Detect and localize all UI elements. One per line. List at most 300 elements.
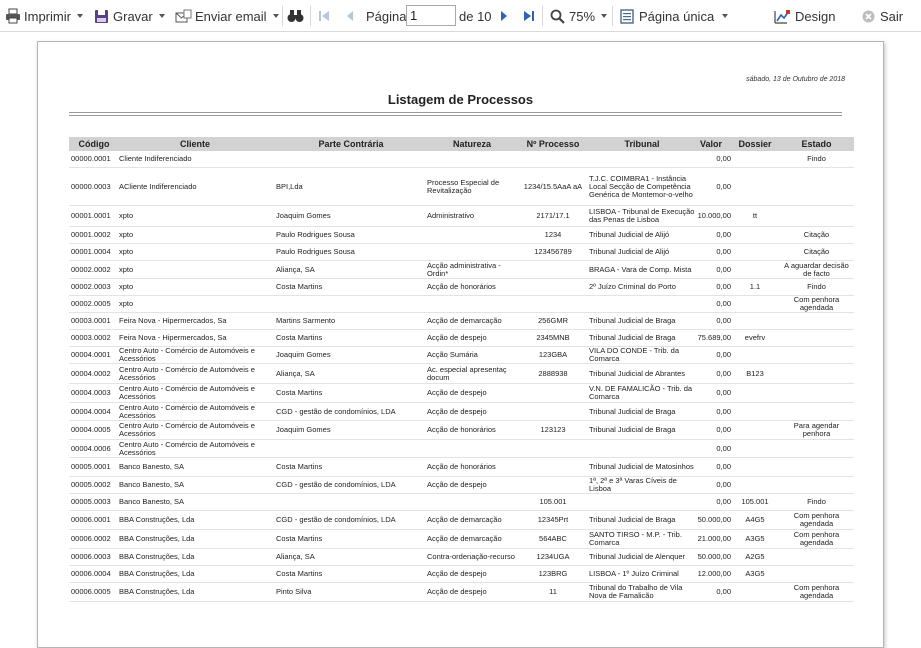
cell-valor: 0,00 bbox=[716, 587, 731, 596]
table-row bbox=[69, 477, 854, 494]
cell-natureza bbox=[427, 227, 517, 243]
cell-cliente: xpto bbox=[119, 211, 134, 220]
cell-processo bbox=[521, 458, 585, 476]
column-header: Nº Processo bbox=[526, 139, 580, 149]
cell-processo: 123123 bbox=[540, 425, 566, 434]
cell-tribunal: Tribunal Judicial de Braga bbox=[589, 515, 676, 524]
cell-tribunal: V.N. DE FAMALICÃO - Trib. da Comarca bbox=[589, 384, 693, 401]
cell-parte-contraria bbox=[276, 151, 426, 167]
table-row bbox=[69, 403, 854, 421]
cell-valor: 0,00 bbox=[716, 181, 731, 191]
cell-dossier bbox=[733, 296, 777, 312]
table-row bbox=[69, 313, 854, 330]
page-total: de 10 bbox=[459, 8, 492, 24]
title-rule bbox=[69, 115, 842, 116]
column-header: Parte Contrária bbox=[318, 139, 384, 149]
cell-parte-contraria: Pinto Silva bbox=[276, 587, 312, 596]
cell-dossier bbox=[733, 384, 777, 402]
cell-tribunal: T.J.C. COIMBRA1 - Instância Local Secção de Competência Genérica de Montemor-o-velho bbox=[589, 173, 693, 199]
envelope-icon bbox=[175, 9, 192, 24]
chevron-down-icon bbox=[601, 14, 607, 18]
cell-tribunal: Tribunal Judicial de Braga bbox=[589, 425, 676, 434]
view-mode-dropdown[interactable] bbox=[620, 0, 728, 32]
binoculars-icon bbox=[287, 9, 304, 23]
table-row bbox=[69, 530, 854, 549]
cell-natureza: Acção de despejo bbox=[427, 388, 487, 397]
view-mode-label: Página única bbox=[639, 8, 715, 24]
cell-tribunal: Tribunal Judicial de Alijó bbox=[589, 247, 670, 256]
cell-natureza: Acção de honorários bbox=[427, 425, 496, 434]
cell-parte-contraria: Aliança, SA bbox=[276, 264, 315, 274]
cell-tribunal: Tribunal Judicial de Braga bbox=[589, 333, 676, 342]
cell-parte-contraria bbox=[276, 494, 426, 510]
cell-dossier bbox=[733, 261, 777, 278]
cell-estado bbox=[779, 206, 854, 226]
cell-cliente: BBA Construções, Lda bbox=[119, 534, 195, 543]
cell-estado: Citação bbox=[803, 230, 830, 239]
column-header: Natureza bbox=[452, 139, 491, 149]
design-label: Design bbox=[795, 8, 836, 24]
cell-codigo: 00004.0004 bbox=[71, 406, 111, 416]
report-viewer[interactable] bbox=[0, 32, 921, 633]
cell-cliente: xpto bbox=[119, 282, 134, 291]
cell-tribunal: Tribunal Judicial de Braga bbox=[589, 406, 676, 416]
cell-natureza bbox=[427, 244, 517, 260]
cell-codigo: 00002.0002 bbox=[71, 264, 111, 274]
column-header: Valor bbox=[699, 139, 722, 149]
send-email-button[interactable] bbox=[175, 0, 279, 32]
cell-processo bbox=[521, 261, 585, 278]
cell-processo bbox=[521, 296, 585, 312]
table-row bbox=[69, 151, 854, 168]
zoom-dropdown[interactable] bbox=[550, 0, 607, 32]
table-row bbox=[69, 440, 854, 458]
cell-parte-contraria: Martins Sarmento bbox=[276, 316, 336, 325]
cell-valor: 50.000,00 bbox=[697, 552, 731, 561]
cell-dossier: A3G5 bbox=[745, 534, 765, 543]
table-row bbox=[69, 296, 854, 313]
cell-valor: 0,00 bbox=[716, 388, 731, 397]
toolbar-divider bbox=[542, 6, 543, 26]
cell-natureza: Ac. especial apresentaç docum bbox=[427, 364, 507, 382]
cell-natureza bbox=[427, 296, 517, 312]
chevron-down-icon bbox=[77, 14, 83, 18]
cell-codigo: 00004.0001 bbox=[71, 350, 111, 359]
cell-estado bbox=[779, 566, 854, 582]
table-header bbox=[69, 137, 854, 151]
cell-cliente: ACliente Indiferenciado bbox=[119, 181, 197, 191]
cell-estado bbox=[779, 168, 854, 205]
cell-codigo: 00006.0001 bbox=[71, 515, 111, 524]
cell-valor: 0,00 bbox=[716, 425, 731, 434]
cell-valor: 0,00 bbox=[716, 230, 731, 239]
cell-estado: Findo bbox=[807, 154, 826, 163]
cell-tribunal: LISBOA - 1º Juízo Criminal bbox=[589, 569, 679, 578]
table-row bbox=[69, 511, 854, 530]
table-row bbox=[69, 549, 854, 566]
cell-estado bbox=[779, 549, 854, 565]
cell-cliente: xpto bbox=[119, 299, 134, 308]
cell-processo bbox=[521, 151, 585, 167]
cell-valor: 0,00 bbox=[716, 443, 731, 453]
cell-codigo: 00005.0001 bbox=[71, 462, 111, 471]
cell-estado: Com penhora agendada bbox=[793, 296, 840, 312]
design-button[interactable] bbox=[774, 0, 835, 32]
cell-processo: 256GMR bbox=[537, 316, 568, 325]
cell-natureza: Administrativo bbox=[427, 211, 475, 220]
cell-parte-contraria: Joaquim Gomes bbox=[276, 211, 331, 220]
cell-cliente: Centro Auto - Comércio de Automóveis e Acessórios bbox=[119, 440, 255, 457]
cell-valor: 0,00 bbox=[716, 247, 731, 256]
cell-parte-contraria: Costa Martins bbox=[276, 569, 323, 578]
cell-estado bbox=[779, 403, 854, 420]
cell-codigo: 00006.0003 bbox=[71, 552, 111, 561]
cell-codigo: 00001.0004 bbox=[71, 247, 111, 256]
cell-processo bbox=[521, 279, 585, 295]
cell-parte-contraria: Costa Martins bbox=[276, 333, 323, 342]
cell-estado: Com penhora agendada bbox=[793, 511, 840, 528]
cell-natureza: Acção de demarcação bbox=[427, 316, 502, 325]
cell-dossier bbox=[733, 458, 777, 476]
cell-tribunal: Tribunal Judicial de Braga bbox=[589, 316, 676, 325]
cell-parte-contraria: Paulo Rodrigues Sousa bbox=[276, 230, 355, 239]
cell-dossier bbox=[733, 421, 777, 439]
cell-tribunal: 1ª, 2ª e 3ª Varas Cíveis de Lisboa bbox=[589, 477, 677, 493]
cell-processo: 123BRG bbox=[538, 569, 568, 578]
exit-label: Sair bbox=[880, 8, 904, 24]
cell-parte-contraria: Joaquim Gomes bbox=[276, 350, 331, 359]
magnifier-icon bbox=[550, 9, 565, 24]
cell-cliente: BBA Construções, Lda bbox=[119, 515, 195, 524]
cell-processo: 1234/15.5AaA aA bbox=[523, 181, 583, 191]
cell-codigo: 00005.0002 bbox=[71, 480, 111, 489]
cell-natureza: Acção administrativa - Ordin* bbox=[427, 261, 501, 278]
cell-parte-contraria bbox=[276, 296, 426, 312]
chevron-down-icon bbox=[273, 14, 279, 18]
chevron-down-icon bbox=[159, 14, 165, 18]
cell-dossier: A2G5 bbox=[745, 552, 765, 561]
cell-processo: 2171/17.1 bbox=[536, 211, 570, 220]
cell-natureza bbox=[427, 494, 517, 510]
toolbar-divider bbox=[612, 6, 613, 26]
cell-estado: Para agendar penhora bbox=[793, 421, 840, 438]
cell-processo: 11 bbox=[549, 587, 557, 596]
cell-parte-contraria: CGD - gestão de condomínios, LDA bbox=[276, 480, 396, 489]
zoom-value: 75% bbox=[569, 8, 596, 24]
cell-codigo: 00006.0002 bbox=[71, 534, 111, 543]
cell-estado: Citação bbox=[803, 247, 830, 256]
column-header: Tribunal bbox=[624, 139, 660, 149]
cell-tribunal bbox=[589, 296, 695, 312]
cell-valor: 0,00 bbox=[716, 350, 731, 359]
cell-natureza: Acção de despejo bbox=[427, 587, 487, 596]
cell-dossier: evefrv bbox=[744, 333, 766, 342]
cell-cliente: Centro Auto - Comércio de Automóveis e Acessórios bbox=[119, 384, 255, 401]
cell-processo: 564ABC bbox=[539, 534, 567, 543]
cell-dossier bbox=[733, 347, 777, 363]
cell-tribunal bbox=[589, 151, 695, 167]
cell-dossier: B123 bbox=[746, 368, 764, 378]
cell-codigo: 00005.0003 bbox=[71, 497, 111, 506]
cell-processo: 1234UGA bbox=[536, 552, 570, 561]
table-row bbox=[69, 458, 854, 477]
cell-natureza: Acção de honorários bbox=[427, 282, 496, 291]
cell-natureza: Acção de demarcação bbox=[427, 534, 502, 543]
cell-parte-contraria: Aliança, SA bbox=[276, 552, 315, 561]
cell-parte-contraria bbox=[276, 440, 426, 457]
design-icon bbox=[774, 9, 791, 24]
table-row bbox=[69, 566, 854, 583]
cell-valor: 0,00 bbox=[716, 282, 731, 291]
cell-parte-contraria: Costa Martins bbox=[276, 462, 323, 471]
cell-natureza: Acção de despejo bbox=[427, 480, 487, 489]
cell-cliente: xpto bbox=[119, 264, 134, 274]
cell-processo bbox=[521, 440, 585, 457]
table-row bbox=[69, 330, 854, 347]
save-button[interactable] bbox=[94, 0, 165, 32]
cell-cliente: Feira Nova - Hipermercados, Sa bbox=[119, 333, 227, 342]
cell-codigo: 00001.0002 bbox=[71, 230, 111, 239]
cell-dossier bbox=[733, 583, 777, 601]
cell-processo: 12345Prt bbox=[537, 515, 569, 524]
cell-natureza bbox=[427, 151, 517, 167]
cell-natureza: Acção de despejo bbox=[427, 569, 487, 578]
table-row bbox=[69, 384, 854, 403]
cell-natureza: Acção de honorários bbox=[427, 462, 496, 471]
cell-cliente: Centro Auto - Comércio de Automóveis e Acessórios bbox=[119, 403, 255, 420]
cell-cliente: Banco Banesto, SA bbox=[119, 462, 185, 471]
cell-tribunal bbox=[589, 440, 695, 457]
cell-dossier bbox=[733, 151, 777, 167]
cell-tribunal: Tribunal Judicial de Alijó bbox=[589, 230, 670, 239]
cell-dossier bbox=[733, 168, 777, 205]
cell-valor: 0,00 bbox=[716, 480, 731, 489]
cell-dossier: A3G5 bbox=[745, 569, 765, 578]
cell-parte-contraria: BPI,Lda bbox=[276, 181, 303, 191]
cell-valor: 12.000,00 bbox=[697, 569, 731, 578]
cell-tribunal: BRAGA - Vara de Comp. Mista bbox=[589, 264, 692, 274]
toolbar-divider bbox=[310, 6, 311, 26]
previous-page-icon bbox=[345, 10, 355, 22]
title-rule bbox=[69, 112, 842, 113]
cell-cliente: Centro Auto - Comércio de Automóveis e Acessórios bbox=[119, 421, 255, 438]
single-page-icon bbox=[620, 9, 634, 24]
cell-tribunal: VILA DO CONDE - Trib. da Comarca bbox=[589, 347, 680, 363]
cell-tribunal: LISBOA - Tribunal de Execução das Penas de Lisboa bbox=[589, 207, 695, 224]
cell-cliente: Feira Nova - Hipermercados, Sa bbox=[119, 316, 227, 325]
cell-valor: 0,00 bbox=[716, 264, 731, 274]
previous-page-button[interactable] bbox=[345, 0, 355, 32]
table-row bbox=[69, 347, 854, 364]
cell-dossier: A4G5 bbox=[745, 515, 765, 524]
cell-cliente: BBA Construções, Lda bbox=[119, 587, 195, 596]
page-number-input[interactable] bbox=[406, 5, 456, 26]
cell-valor: 21.000,00 bbox=[697, 534, 731, 543]
cell-processo: 105.001 bbox=[539, 497, 567, 506]
cell-codigo: 00003.0002 bbox=[71, 333, 111, 342]
next-page-icon bbox=[499, 10, 509, 22]
cell-parte-contraria: Paulo Rodrigues Sousa bbox=[276, 247, 355, 256]
cell-tribunal: Tribunal do Trabalho de Vila Nova de Famalicão bbox=[589, 583, 683, 600]
column-header: Dossier bbox=[738, 139, 772, 149]
cell-dossier bbox=[733, 313, 777, 329]
cell-codigo: 00000.0003 bbox=[71, 181, 111, 191]
last-page-button[interactable] bbox=[523, 0, 535, 32]
cell-estado bbox=[779, 384, 854, 402]
close-circle-icon bbox=[862, 10, 875, 23]
cell-estado bbox=[779, 477, 854, 493]
cell-codigo: 00003.0001 bbox=[71, 316, 111, 325]
table-row bbox=[69, 168, 854, 206]
table-row bbox=[69, 244, 854, 261]
cell-processo bbox=[521, 403, 585, 420]
cell-estado: Com penhora agendada bbox=[793, 530, 840, 547]
exit-button[interactable] bbox=[862, 0, 903, 32]
cell-dossier: tt bbox=[752, 211, 758, 220]
cell-codigo: 00004.0002 bbox=[71, 368, 111, 378]
cell-codigo: 00004.0003 bbox=[71, 388, 111, 397]
cell-natureza: Acção de despejo bbox=[427, 333, 487, 342]
cell-codigo: 00006.0005 bbox=[71, 587, 111, 596]
cell-estado: Findo bbox=[807, 497, 826, 506]
cell-cliente: xpto bbox=[119, 230, 134, 239]
cell-cliente: xpto bbox=[119, 247, 134, 256]
report-title: Listagem de Processos bbox=[387, 92, 534, 107]
report-page bbox=[37, 41, 884, 648]
cell-tribunal bbox=[589, 494, 695, 510]
cell-valor: 0,00 bbox=[716, 406, 731, 416]
cell-natureza: Contra-ordenação-recurso bbox=[427, 552, 515, 561]
cell-dossier: 1.1 bbox=[749, 282, 761, 291]
cell-valor: 0,00 bbox=[716, 462, 731, 471]
cell-cliente: BBA Construções, Lda bbox=[119, 569, 195, 578]
cell-estado: Com penhora agendada bbox=[793, 583, 840, 600]
cell-dossier bbox=[733, 440, 777, 457]
cell-tribunal: SANTO TIRSO - M.P. - Trib. Comarca bbox=[589, 530, 682, 547]
table-row bbox=[69, 206, 854, 227]
cell-tribunal: Tribunal Judicial de Abrantes bbox=[589, 368, 686, 378]
cell-estado bbox=[779, 364, 854, 383]
cell-tribunal: 2º Juízo Criminal do Porto bbox=[589, 282, 676, 291]
cell-parte-contraria: Costa Martins bbox=[276, 534, 323, 543]
cell-valor: 0,00 bbox=[716, 497, 731, 506]
cell-parte-contraria: Costa Martins bbox=[276, 388, 323, 397]
cell-codigo: 00001.0001 bbox=[71, 211, 111, 220]
cell-parte-contraria: CGD - gestão de condomínios, LDA bbox=[276, 406, 396, 416]
cell-valor: 0,00 bbox=[716, 368, 731, 378]
print-button[interactable] bbox=[5, 0, 83, 32]
cell-natureza: Acção de despejo bbox=[427, 406, 487, 416]
cell-parte-contraria: CGD - gestão de condomínios, LDA bbox=[276, 515, 396, 524]
cell-dossier bbox=[733, 477, 777, 493]
cell-estado bbox=[779, 330, 854, 346]
cell-parte-contraria: Aliança, SA bbox=[276, 368, 315, 378]
cell-codigo: 00000.0001 bbox=[71, 154, 111, 163]
cell-estado bbox=[779, 313, 854, 329]
print-label: Imprimir bbox=[24, 8, 71, 24]
cell-cliente: BBA Construções, Lda bbox=[119, 552, 195, 561]
cell-processo: 123456789 bbox=[534, 247, 572, 256]
table-row bbox=[69, 279, 854, 296]
cell-parte-contraria: Costa Martins bbox=[276, 282, 323, 291]
cell-processo: 1234 bbox=[544, 230, 562, 239]
cell-valor: 50.000,00 bbox=[697, 515, 731, 524]
cell-processo bbox=[521, 477, 585, 493]
cell-valor: 0,00 bbox=[716, 316, 731, 325]
cell-estado bbox=[779, 458, 854, 476]
cell-estado: Findo bbox=[807, 282, 826, 291]
cell-dossier bbox=[733, 403, 777, 420]
cell-processo: 123GBA bbox=[538, 350, 568, 359]
cell-dossier: 105.001 bbox=[741, 497, 769, 506]
cell-codigo: 00002.0003 bbox=[71, 282, 111, 291]
page-label: Página bbox=[366, 8, 407, 24]
cell-natureza: Processo Especial de Revitalização bbox=[427, 177, 500, 195]
cell-natureza bbox=[427, 440, 517, 457]
cell-natureza: Acção Sumária bbox=[427, 350, 478, 359]
next-page-button[interactable] bbox=[499, 0, 509, 32]
column-header: Código bbox=[78, 139, 110, 149]
save-label: Gravar bbox=[113, 8, 153, 24]
cell-cliente: Banco Banesto, SA bbox=[119, 497, 185, 506]
first-page-button[interactable] bbox=[318, 0, 330, 32]
table-row bbox=[69, 583, 854, 602]
chevron-down-icon bbox=[722, 14, 728, 18]
cell-parte-contraria: Joaquim Gomes bbox=[276, 425, 331, 434]
cell-estado bbox=[779, 440, 854, 457]
table-row bbox=[69, 421, 854, 440]
cell-estado bbox=[779, 347, 854, 363]
cell-cliente: Centro Auto - Comércio de Automóveis e Acessórios bbox=[119, 364, 255, 382]
cell-cliente: Cliente Indiferenciado bbox=[119, 154, 192, 163]
cell-dossier bbox=[733, 244, 777, 260]
cell-valor: 0,00 bbox=[716, 154, 731, 163]
floppy-disk-icon bbox=[94, 9, 109, 24]
first-page-icon bbox=[318, 10, 330, 22]
cell-dossier bbox=[733, 227, 777, 243]
table-row bbox=[69, 364, 854, 384]
cell-cliente: Banco Banesto, SA bbox=[119, 480, 185, 489]
printer-icon bbox=[5, 8, 21, 24]
cell-cliente: Centro Auto - Comércio de Automóveis e Acessórios bbox=[119, 347, 255, 363]
cell-tribunal: Tribunal Judicial de Matosinhos bbox=[589, 462, 694, 471]
cell-valor: 10.000,00 bbox=[697, 211, 731, 220]
last-page-icon bbox=[523, 10, 535, 22]
table-row bbox=[69, 494, 854, 511]
cell-codigo: 00004.0006 bbox=[71, 443, 111, 453]
table-row bbox=[69, 261, 854, 279]
cell-codigo: 00002.0005 bbox=[71, 299, 111, 308]
report-date: sábado, 13 de Outubro de 2018 bbox=[746, 76, 845, 83]
send-email-label: Enviar email bbox=[195, 8, 267, 24]
cell-tribunal: Tribunal Judicial de Alenquer bbox=[589, 552, 686, 561]
cell-codigo: 00004.0005 bbox=[71, 425, 111, 434]
cell-processo: 2888938 bbox=[538, 368, 568, 378]
cell-estado: A aguardar decisão de facto bbox=[784, 261, 849, 278]
cell-valor: 0,00 bbox=[716, 299, 731, 308]
toolbar-divider bbox=[282, 6, 283, 26]
report-toolbar bbox=[0, 0, 921, 32]
cell-natureza: Acção de demarcação bbox=[427, 515, 502, 524]
cell-codigo: 00006.0004 bbox=[71, 569, 111, 578]
table-row bbox=[69, 227, 854, 244]
cell-processo bbox=[521, 384, 585, 402]
column-header: Estado bbox=[801, 139, 832, 149]
find-button[interactable] bbox=[287, 0, 304, 32]
column-header: Cliente bbox=[179, 139, 210, 149]
cell-valor: 75.689,00 bbox=[697, 333, 731, 342]
cell-processo: 2345MNB bbox=[536, 333, 570, 342]
